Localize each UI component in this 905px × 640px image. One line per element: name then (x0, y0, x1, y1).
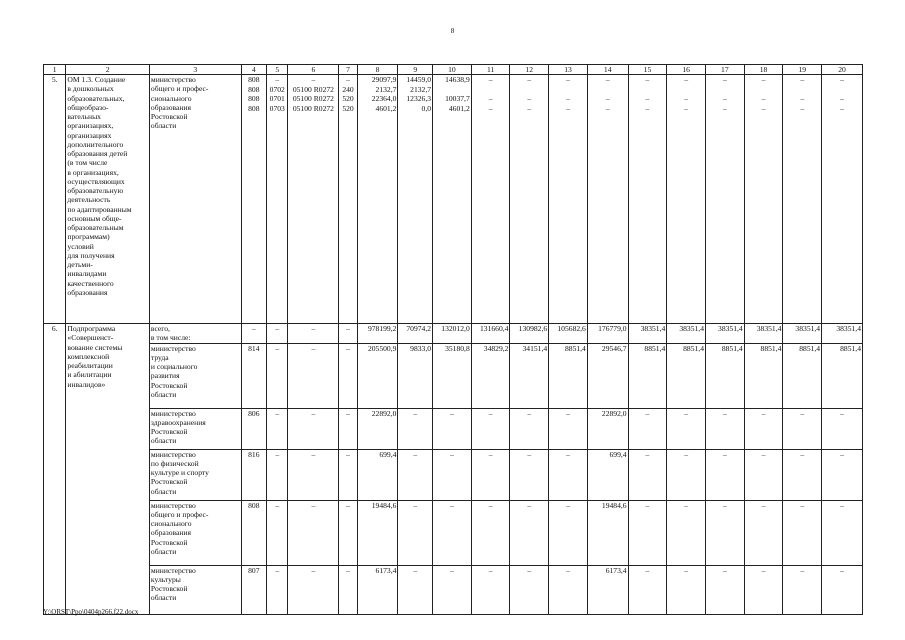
stacked-values-cell (357, 75, 398, 324)
value-cell: 8851,4 (628, 343, 667, 408)
value-cell: – (471, 500, 510, 565)
value-cell: – (549, 565, 588, 614)
value-cell: – (706, 449, 745, 500)
cell-value: – (840, 94, 844, 103)
value-cell: – (628, 408, 667, 449)
cell-value: – (527, 75, 532, 84)
cell-value: – (488, 75, 493, 84)
cell-value: – (684, 103, 689, 113)
column-number: 18 (744, 65, 783, 75)
column-number: 8 (357, 65, 398, 75)
cell-value (511, 85, 547, 95)
executor-name: министерство по физической культуре и спорту Ростовской области (149, 449, 241, 500)
column-number: 3 (149, 65, 241, 75)
column-number: 9 (398, 65, 433, 75)
value-cell: – (783, 500, 822, 565)
table-cell: – (339, 408, 357, 449)
column-number: 17 (706, 65, 745, 75)
value-cell: 131660,4 (471, 324, 510, 344)
value-cell: 978199,2 (357, 324, 398, 344)
value-cell: 8851,4 (549, 343, 588, 408)
cell-value: – (645, 75, 650, 84)
value-cell: 699,4 (587, 449, 628, 500)
cell-value: – (722, 103, 727, 113)
cell-value: 14459,0 (406, 75, 432, 84)
value-cell: – (549, 500, 588, 565)
cell-value: 05100 R0272 (292, 84, 334, 94)
cell-value: 05100 R0272 (292, 103, 334, 113)
cell-value: 2132,7 (410, 84, 432, 94)
value-cell: 130982,6 (510, 324, 549, 344)
cell-value: 808 (248, 84, 260, 94)
value-cell: – (744, 500, 783, 565)
table-row (44, 75, 863, 324)
stacked-values-cell (471, 75, 510, 324)
table-cell: – (267, 500, 288, 565)
value-cell: – (822, 565, 863, 614)
stacked-values-cell (549, 75, 588, 324)
value-cell: 205500,9 (357, 343, 398, 408)
cell-value: – (761, 103, 766, 113)
stacked-values-cell (339, 75, 357, 324)
column-number: 14 (587, 65, 628, 75)
value-cell: 38351,4 (783, 324, 822, 344)
column-number: 1 (44, 65, 66, 75)
table-cell: 806 (241, 408, 266, 449)
value-cell: 38351,4 (667, 324, 706, 344)
value-cell: – (433, 500, 472, 565)
executor-name: министерство труда и социального развития Ростовской области (149, 343, 241, 408)
value-cell: – (744, 449, 783, 500)
value-cell: – (822, 408, 863, 449)
value-cell: – (744, 408, 783, 449)
cell-value: 2132,7 (375, 84, 397, 94)
value-cell: 8851,4 (783, 343, 822, 408)
cell-value: 520 (342, 94, 354, 103)
table-cell: – (241, 324, 266, 344)
cell-value: 808 (248, 103, 260, 113)
cell-value: – (488, 103, 493, 113)
value-cell: 38351,4 (822, 324, 863, 344)
cell-value: – (684, 75, 689, 84)
value-cell: 34829,2 (471, 343, 510, 408)
cell-value: – (527, 94, 532, 103)
executor-name: министерство культуры Ростовской области (149, 565, 241, 614)
column-number: 7 (339, 65, 357, 75)
executor-name: министерство здравоохранения Ростовской области (149, 408, 241, 449)
stacked-values-cell (241, 75, 266, 324)
cell-value: – (722, 75, 727, 84)
cell-value: – (605, 94, 610, 103)
table-cell: 816 (241, 449, 266, 500)
cell-value (784, 85, 820, 95)
table-cell: – (339, 449, 357, 500)
value-cell: 70974,2 (398, 324, 433, 344)
cell-value: 0,0 (421, 103, 432, 113)
cell-value: 808 (248, 75, 260, 84)
table-cell: – (267, 565, 288, 614)
value-cell: – (433, 449, 472, 500)
cell-value: 22364,0 (371, 94, 397, 103)
cell-value: 0702 (269, 84, 285, 94)
cell-value (434, 85, 470, 95)
cell-value: – (566, 75, 570, 84)
column-number: 19 (783, 65, 822, 75)
stacked-values-cell (783, 75, 822, 324)
row-number: 5. (44, 75, 66, 324)
page-number: 8 (450, 27, 455, 35)
stacked-values-cell (433, 75, 472, 324)
value-cell: – (471, 565, 510, 614)
value-cell: – (471, 408, 510, 449)
value-cell: – (628, 449, 667, 500)
cell-value: – (840, 103, 844, 113)
value-cell: – (744, 565, 783, 614)
column-number: 10 (433, 65, 472, 75)
column-number: 15 (628, 65, 667, 75)
value-cell: – (667, 408, 706, 449)
column-number: 5 (267, 65, 288, 75)
column-number-row (44, 65, 863, 75)
value-cell: 38351,4 (744, 324, 783, 344)
cell-value: – (566, 94, 570, 103)
value-cell: – (510, 449, 549, 500)
value-cell: – (471, 449, 510, 500)
cell-value: – (346, 75, 350, 84)
cell-value: 0701 (269, 94, 285, 103)
cell-value: – (566, 103, 570, 113)
table-cell: – (288, 324, 339, 344)
value-cell: – (706, 408, 745, 449)
value-cell: – (628, 500, 667, 565)
value-cell: 6173,4 (587, 565, 628, 614)
table-cell: – (267, 343, 288, 408)
table-row (44, 565, 863, 614)
value-cell: – (549, 408, 588, 449)
column-number: 4 (241, 65, 266, 75)
cell-value: – (761, 75, 766, 84)
cell-value: 14638,9 (445, 75, 470, 84)
value-cell: 34151,4 (510, 343, 549, 408)
table-cell: 808 (241, 500, 266, 565)
cell-value: 808 (248, 94, 260, 103)
cell-value: – (722, 94, 727, 103)
cell-value: – (840, 75, 844, 84)
table-row (44, 343, 863, 408)
value-cell: – (822, 500, 863, 565)
value-cell: 19484,6 (587, 500, 628, 565)
cell-value (746, 85, 782, 95)
value-cell: – (398, 500, 433, 565)
value-cell: – (510, 565, 549, 614)
value-cell: – (783, 565, 822, 614)
cell-value: 12326,3 (406, 94, 432, 103)
table-cell: – (339, 343, 357, 408)
value-cell: 105682,6 (549, 324, 588, 344)
table-cell: – (288, 408, 339, 449)
table-cell: – (267, 324, 288, 344)
value-cell: 38351,4 (628, 324, 667, 344)
value-cell: – (628, 565, 667, 614)
table-cell: 807 (241, 565, 266, 614)
value-cell: – (706, 565, 745, 614)
column-number: 16 (667, 65, 706, 75)
event-name: ОМ 1.3. Создание в дошкольных образовательных, общеобразо- вательных организациях, организациях дополнительного образования детей (в том числе в организациях, осуществляющих образовательную деятельность по адаптированным основным обще- образовательным программам) условий для получения детьми- инвалидами качественного образования (66, 75, 150, 324)
cell-value: 05100 R0272 (292, 94, 334, 103)
cell-value (630, 85, 666, 95)
table-cell: – (339, 500, 357, 565)
cell-value: – (800, 103, 805, 113)
cell-value: – (645, 103, 650, 113)
value-cell: 8851,4 (706, 343, 745, 408)
value-cell: – (398, 408, 433, 449)
value-cell: – (783, 449, 822, 500)
value-cell: 8851,4 (744, 343, 783, 408)
table-cell: – (288, 500, 339, 565)
value-cell: 22892,0 (357, 408, 398, 449)
value-cell: 35180,8 (433, 343, 472, 408)
cell-value (668, 85, 704, 95)
table-cell: – (288, 343, 339, 408)
cell-value (589, 85, 627, 95)
value-cell: 22892,0 (587, 408, 628, 449)
column-number: 20 (822, 65, 863, 75)
value-cell: – (510, 500, 549, 565)
cell-value: – (684, 94, 689, 103)
cell-value: – (605, 103, 610, 113)
value-cell: – (398, 565, 433, 614)
value-cell: 9833,0 (398, 343, 433, 408)
stacked-values-cell (822, 75, 863, 324)
value-cell: – (667, 565, 706, 614)
value-cell: 176779,0 (587, 324, 628, 344)
stacked-values-cell (288, 75, 339, 324)
column-number: 6 (288, 65, 339, 75)
table-cell: – (267, 449, 288, 500)
budget-table (43, 64, 863, 615)
value-cell: 29546,7 (587, 343, 628, 408)
stacked-values-cell (510, 75, 549, 324)
cell-value: 4601,2 (375, 103, 397, 113)
executor-name: всего, в том числе: (149, 324, 241, 344)
cell-value: 10037,7 (445, 94, 470, 103)
value-cell: 6173,4 (357, 565, 398, 614)
value-cell: 8851,4 (822, 343, 863, 408)
value-cell: – (822, 449, 863, 500)
value-cell: – (667, 449, 706, 500)
stacked-values-cell (398, 75, 433, 324)
table-cell: – (267, 408, 288, 449)
cell-value: 240 (342, 84, 354, 94)
value-cell: 132012,0 (433, 324, 472, 344)
value-cell: – (433, 565, 472, 614)
file-path-footer: Y:\ORST\Ppo\0404p266.f22.docx (43, 608, 139, 616)
value-cell: – (398, 449, 433, 500)
cell-value (550, 85, 586, 95)
table-cell: – (339, 324, 357, 344)
executor-name: министерство общего и профес- сионального образования Ростовской области (149, 75, 241, 324)
table-cell: – (288, 449, 339, 500)
cell-value (473, 85, 509, 95)
value-cell: 38351,4 (706, 324, 745, 344)
cell-value (707, 85, 743, 95)
cell-value: 0703 (269, 103, 285, 113)
value-cell: 8851,4 (667, 343, 706, 408)
cell-value: – (527, 103, 532, 113)
table-cell: – (288, 565, 339, 614)
table-cell: 814 (241, 343, 266, 408)
cell-value: 29097,9 (371, 75, 397, 84)
stacked-values-cell (744, 75, 783, 324)
subprogram-name: Подпрограмма «Совершенст- вование системы комплексной реабилитации и абилитации инвалидов» (66, 324, 150, 615)
cell-value: 520 (342, 103, 354, 113)
row-number: 6. (44, 324, 66, 615)
cell-value (823, 85, 861, 95)
cell-value: – (605, 75, 610, 84)
executor-name: министерство общего и профес- сионального образования Ростовской области (149, 500, 241, 565)
column-number: 11 (471, 65, 510, 75)
cell-value: – (800, 94, 805, 103)
column-number: 2 (66, 65, 150, 75)
cell-value: – (761, 94, 766, 103)
value-cell: 19484,6 (357, 500, 398, 565)
stacked-values-cell (706, 75, 745, 324)
table-row (44, 449, 863, 500)
stacked-values-cell (628, 75, 667, 324)
cell-value: – (800, 75, 805, 84)
cell-value: – (311, 75, 316, 84)
stacked-values-cell (667, 75, 706, 324)
cell-value: – (488, 94, 493, 103)
stacked-values-cell (587, 75, 628, 324)
table-row (44, 324, 863, 344)
value-cell: – (667, 500, 706, 565)
cell-value: 4601,2 (448, 103, 470, 113)
value-cell: – (510, 408, 549, 449)
cell-value: – (275, 75, 280, 84)
table-row (44, 500, 863, 565)
column-number: 12 (510, 65, 549, 75)
value-cell: 699,4 (357, 449, 398, 500)
stacked-values-cell (267, 75, 288, 324)
value-cell: – (783, 408, 822, 449)
value-cell: – (549, 449, 588, 500)
table-row (44, 408, 863, 449)
value-cell: – (706, 500, 745, 565)
table-cell: – (339, 565, 357, 614)
value-cell: – (433, 408, 472, 449)
column-number: 13 (549, 65, 588, 75)
cell-value: – (645, 94, 650, 103)
